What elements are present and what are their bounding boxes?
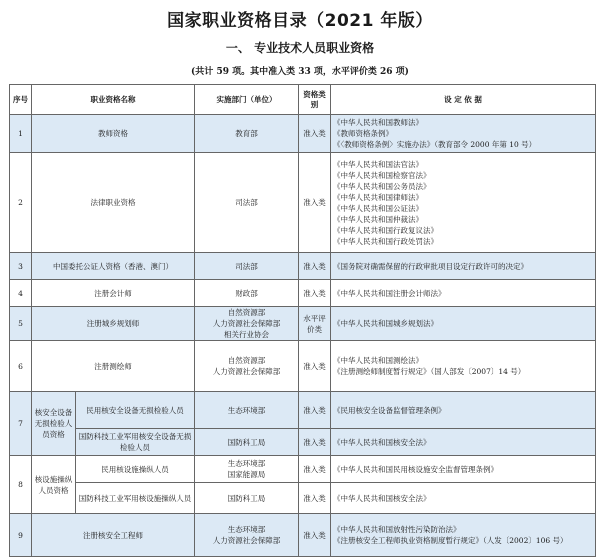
dept-line: 人力资源社会保障部 — [212, 536, 281, 545]
basis-line: 《中华人民共和国核安全法》 — [333, 437, 431, 447]
table-row — [10, 153, 596, 253]
table-row — [10, 514, 596, 557]
dept-line: 司法部 — [235, 261, 258, 271]
basis-line: 《中华人民共和国检察官法》 — [333, 170, 431, 180]
row-index: 3 — [10, 253, 32, 280]
table-row — [10, 115, 596, 153]
header-dept: 实施部门（单位） — [195, 85, 299, 115]
basis-line: 《〈教师资格条例〉实施办法》（教育部令 2000 年第 10 号） — [333, 140, 537, 149]
qualification-name: 中国委托公证人资格（香港、澳门） — [32, 253, 195, 280]
table-row — [10, 341, 596, 392]
qualification-name: 注册城乡规划师 — [32, 307, 195, 341]
sub-qualification-name: 国防科技工业军用核设施操纵人员 — [76, 483, 195, 514]
table-row — [10, 280, 596, 307]
row-index: 4 — [10, 280, 32, 307]
table-header-row — [10, 85, 596, 115]
implementing-dept — [195, 115, 299, 153]
qualification-table — [9, 84, 596, 557]
basis-line: 《中华人民共和国注册会计师法》 — [333, 288, 446, 298]
qualification-group: 核设施操纵人员资格 — [32, 456, 76, 514]
dept-line: 国家能源局 — [227, 470, 266, 479]
basis-line: 《注册核安全工程师执业资格制度暂行规定》（人发〔2002〕106 号） — [333, 536, 568, 545]
page-title: 国家职业资格目录（2021 年版） — [167, 11, 433, 31]
header-type: 资格类别 — [299, 85, 331, 115]
header-name: 职业资格名称 — [32, 85, 195, 115]
qualification-type: 准入类 — [299, 429, 331, 456]
table-body — [10, 115, 596, 557]
dept-line: 国防科工局 — [227, 493, 266, 503]
basis-line: 《中华人民共和国行政处罚法》 — [333, 236, 438, 246]
implementing-dept — [195, 456, 299, 483]
qualification-type: 准入类 — [299, 456, 331, 483]
dept-line: 相关行业协会 — [224, 330, 269, 339]
qualification-name: 注册核安全工程师 — [32, 514, 195, 557]
row-index: 1 — [10, 115, 32, 153]
legal-basis — [331, 483, 596, 514]
basis-line: 《中华人民共和国民用核设施安全监督管理条例》 — [333, 464, 498, 474]
implementing-dept — [195, 341, 299, 392]
dept-line: 人力资源社会保障部 — [212, 319, 281, 328]
dept-line: 国防科工局 — [227, 437, 266, 447]
legal-basis — [331, 429, 596, 456]
qualification-name: 教师资格 — [32, 115, 195, 153]
row-index: 2 — [10, 153, 32, 253]
legal-basis — [331, 115, 596, 153]
legal-basis — [331, 307, 596, 341]
table-row — [10, 483, 596, 514]
legal-basis — [331, 280, 596, 307]
sub-qualification-name: 民用核设施操纵人员 — [76, 456, 195, 483]
qualification-type: 准入类 — [299, 280, 331, 307]
sub-qualification-name: 民用核安全设备无损检验人员 — [76, 392, 195, 429]
implementing-dept — [195, 153, 299, 253]
basis-line: 《中华人民共和国核安全法》 — [333, 493, 431, 503]
table-row — [10, 429, 596, 456]
implementing-dept — [195, 429, 299, 456]
basis-line: 《中华人民共和国测绘法》 — [333, 356, 423, 365]
implementing-dept — [195, 307, 299, 341]
qualification-name: 注册会计师 — [32, 280, 195, 307]
header-basis: 设 定 依 据 — [331, 85, 596, 115]
basis-line: 《民用核安全设备监督管理条例》 — [333, 405, 446, 415]
table-row — [10, 456, 596, 483]
dept-line: 生态环境部 — [227, 405, 266, 415]
basis-line: 《教师资格条例》 — [333, 129, 393, 138]
dept-line: 生态环境部 — [227, 525, 266, 534]
table-row — [10, 253, 596, 280]
dept-line: 自然资源部 — [227, 308, 266, 317]
legal-basis — [331, 341, 596, 392]
basis-line: 《中华人民共和国公证法》 — [333, 203, 423, 213]
legal-basis — [331, 153, 596, 253]
qualification-name: 法律职业资格 — [32, 153, 195, 253]
dept-line: 自然资源部 — [227, 356, 266, 365]
table-row — [10, 392, 596, 429]
dept-line: 教育部 — [235, 129, 258, 138]
table-row — [10, 307, 596, 341]
section-heading: 一、 专业技术人员职业资格 — [225, 41, 375, 55]
implementing-dept — [195, 280, 299, 307]
dept-line: 财政部 — [235, 288, 258, 298]
basis-line: 《中华人民共和国城乡规划法》 — [333, 319, 438, 328]
qualification-name: 注册测绘师 — [32, 341, 195, 392]
row-index: 8 — [10, 456, 32, 514]
legal-basis — [331, 456, 596, 483]
basis-line: 《中华人民共和国行政复议法》 — [333, 225, 438, 235]
row-index: 9 — [10, 514, 32, 557]
qualification-type: 水平评价类 — [299, 307, 331, 341]
basis-line: 《中华人民共和国放射性污染防治法》 — [333, 525, 461, 534]
qualification-type: 准入类 — [299, 514, 331, 557]
basis-line: 《中华人民共和国教师法》 — [333, 118, 423, 127]
basis-line: 《中华人民共和国仲裁法》 — [333, 214, 423, 224]
row-index: 5 — [10, 307, 32, 341]
basis-line: 《中华人民共和国公务员法》 — [333, 181, 431, 191]
header-index: 序号 — [10, 85, 32, 115]
row-index: 6 — [10, 341, 32, 392]
qualification-type: 准入类 — [299, 115, 331, 153]
row-index: 7 — [10, 392, 32, 456]
implementing-dept — [195, 392, 299, 429]
qualification-type: 准入类 — [299, 341, 331, 392]
basis-line: 《中华人民共和国律师法》 — [333, 192, 423, 202]
section-summary: (共计 59 项。其中准入类 33 项，水平评价类 26 项) — [191, 67, 409, 77]
sub-qualification-name: 国防科技工业军用核安全设备无损检验人员 — [76, 429, 195, 456]
dept-line: 司法部 — [235, 198, 258, 207]
qualification-type: 准入类 — [299, 253, 331, 280]
legal-basis — [331, 253, 596, 280]
qualification-type: 准入类 — [299, 483, 331, 514]
qualification-type: 准入类 — [299, 153, 331, 253]
legal-basis — [331, 392, 596, 429]
basis-line: 《国务院对确需保留的行政审批项目设定行政许可的决定》 — [333, 261, 528, 271]
basis-line: 《注册测绘师制度暂行规定》（国人部发〔2007〕14 号） — [333, 367, 526, 376]
qualification-type: 准入类 — [299, 392, 331, 429]
dept-line: 生态环境部 — [227, 459, 266, 468]
dept-line: 人力资源社会保障部 — [212, 367, 281, 376]
qualification-group: 核安全设备无损检验人员资格 — [32, 392, 76, 456]
legal-basis — [331, 514, 596, 557]
basis-line: 《中华人民共和国法官法》 — [333, 159, 423, 169]
implementing-dept — [195, 483, 299, 514]
implementing-dept — [195, 253, 299, 280]
implementing-dept — [195, 514, 299, 557]
